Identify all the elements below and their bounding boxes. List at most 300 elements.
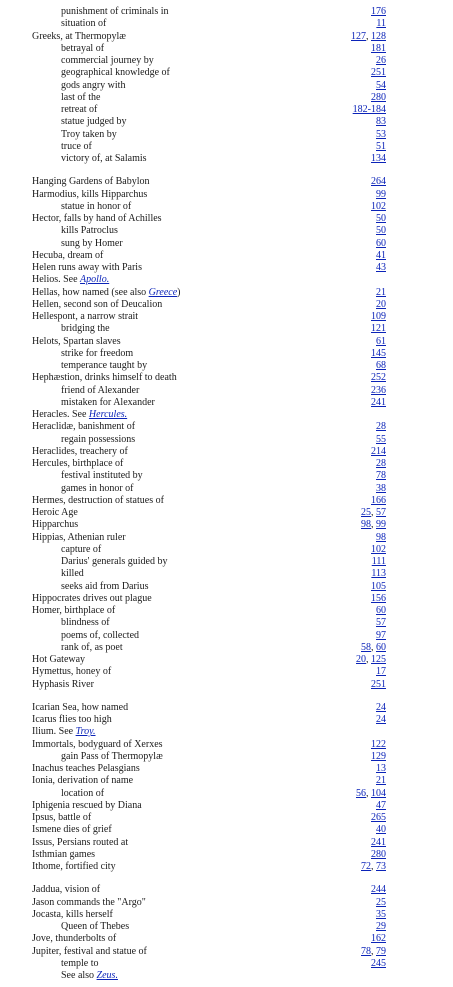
page-link[interactable]: 25 xyxy=(376,896,386,908)
see-reference-link[interactable]: Troy. xyxy=(75,726,96,738)
page-link[interactable]: 111 xyxy=(371,556,386,567)
index-entry xyxy=(0,666,453,678)
index-entry xyxy=(0,225,453,237)
page-references xyxy=(376,532,386,544)
page-link[interactable]: 244 xyxy=(371,884,386,896)
page-references xyxy=(351,31,386,43)
page-link[interactable]: 251 xyxy=(371,67,386,79)
page-separator: , xyxy=(366,30,371,42)
term-text: temple to xyxy=(61,957,99,969)
page-references xyxy=(376,116,386,128)
page-link[interactable]: 28 xyxy=(376,421,386,433)
page-references xyxy=(371,884,386,896)
page-references xyxy=(376,800,386,812)
index-entry xyxy=(0,714,453,726)
index-term xyxy=(32,421,135,433)
index-term xyxy=(32,654,85,666)
page-references xyxy=(371,92,386,104)
index-entry xyxy=(0,67,453,79)
index-subentry-term xyxy=(61,970,118,982)
page-link[interactable]: 265 xyxy=(371,812,386,823)
page-link[interactable]: 78 xyxy=(376,470,386,482)
section-gap xyxy=(0,691,453,702)
page-references xyxy=(376,299,386,311)
index-term xyxy=(32,519,78,531)
page-link[interactable]: 57 xyxy=(376,507,386,518)
page-link[interactable]: 245 xyxy=(371,957,386,969)
page-references xyxy=(371,958,386,970)
page-references xyxy=(371,544,386,556)
page-separator: , xyxy=(366,654,371,665)
index-term xyxy=(32,299,162,311)
page-references xyxy=(371,739,386,751)
page-link[interactable]: 57 xyxy=(376,617,386,629)
index-entry xyxy=(0,897,453,909)
index-term xyxy=(32,532,126,544)
term-text: retreat of xyxy=(61,104,98,115)
index-subentry-term xyxy=(61,6,169,18)
index-entry xyxy=(0,274,453,286)
index-entry xyxy=(0,129,453,141)
term-text: seeks aid from Darius xyxy=(61,580,149,592)
index-entry xyxy=(0,201,453,213)
index-subentry-term xyxy=(61,958,99,970)
page-link[interactable]: 73 xyxy=(376,861,386,872)
page-references xyxy=(371,372,386,384)
page-references xyxy=(376,630,386,642)
index-subentry-term xyxy=(61,581,148,593)
index-term xyxy=(32,739,163,751)
page-link[interactable]: 58 xyxy=(361,641,371,653)
term-text: kills Patroclus xyxy=(61,225,118,237)
page-references xyxy=(356,788,386,800)
page-link[interactable]: 280 xyxy=(371,848,386,860)
page-link[interactable]: 128 xyxy=(371,30,386,42)
index-entry xyxy=(0,434,453,446)
page-link[interactable]: 134 xyxy=(371,153,386,164)
page-link[interactable]: 125 xyxy=(371,654,386,665)
page-link[interactable]: 51 xyxy=(376,140,386,152)
index-term xyxy=(32,250,103,262)
page-references xyxy=(371,67,386,79)
page-references xyxy=(371,751,386,763)
index-entry xyxy=(0,884,453,896)
page-references xyxy=(371,385,386,397)
page-link[interactable]: 60 xyxy=(376,237,386,249)
page-references xyxy=(371,397,386,409)
term-text: Helios. See xyxy=(32,274,81,286)
page-link[interactable]: 104 xyxy=(371,787,386,799)
term-text: festival instituted by xyxy=(61,470,143,482)
index-entry xyxy=(0,519,453,531)
page-link[interactable]: 72 xyxy=(361,861,371,872)
page-link[interactable]: 21 xyxy=(376,775,386,787)
section-gap xyxy=(0,165,453,176)
page-references xyxy=(376,909,386,921)
page-link[interactable]: 26 xyxy=(376,55,386,66)
page-references xyxy=(371,348,386,360)
page-references xyxy=(371,201,386,213)
page-link[interactable]: 13 xyxy=(376,763,386,774)
index-entry xyxy=(0,6,453,18)
page-references xyxy=(376,434,386,446)
page-link[interactable]: 21 xyxy=(376,286,386,298)
page-references xyxy=(376,824,386,836)
term-text: Hot Gateway xyxy=(32,654,86,665)
page-link[interactable]: 251 xyxy=(371,678,386,690)
page-references xyxy=(376,141,386,153)
term-text: killed xyxy=(61,568,84,580)
term-text: Hipparchus xyxy=(32,519,79,531)
page-references xyxy=(376,129,386,141)
index-term xyxy=(32,679,94,691)
index-subentry-term xyxy=(61,921,129,933)
page-separator: , xyxy=(371,519,376,531)
page-references xyxy=(376,702,386,714)
index-subentry-term xyxy=(61,67,170,79)
page-link[interactable]: 166 xyxy=(371,494,386,506)
index-subentry-term xyxy=(61,751,163,763)
page-link[interactable]: 53 xyxy=(376,128,386,140)
page-references xyxy=(372,556,386,568)
page-link[interactable]: 105 xyxy=(371,580,386,592)
section-gap xyxy=(0,873,453,884)
index-term xyxy=(32,861,116,873)
index-entry xyxy=(0,250,453,262)
page-separator: , xyxy=(371,945,376,957)
term-text-suffix: ) xyxy=(177,286,181,298)
index-subentry-term xyxy=(61,43,104,55)
term-text: Heroic Age xyxy=(32,507,78,518)
page-link[interactable]: 17 xyxy=(376,666,386,678)
index-subentry-term xyxy=(61,397,155,409)
index-subentry-term xyxy=(61,141,92,153)
page-references xyxy=(376,225,386,237)
page-link[interactable]: 280 xyxy=(371,91,386,103)
index-entry xyxy=(0,837,453,849)
page-references xyxy=(376,421,386,433)
page-references xyxy=(376,55,386,67)
index-subentry-term xyxy=(61,617,110,629)
page-references xyxy=(371,837,386,849)
term-text: Hephæstion, drinks himself to death xyxy=(32,372,177,384)
index-subentry-term xyxy=(61,630,139,642)
page-link[interactable]: 102 xyxy=(371,543,386,555)
page-references xyxy=(376,250,386,262)
index-entry xyxy=(0,921,453,933)
page-link[interactable]: 56 xyxy=(356,787,366,799)
index-term xyxy=(32,763,140,775)
page-references xyxy=(376,714,386,726)
page-link[interactable]: 97 xyxy=(376,629,386,641)
page-link[interactable]: 99 xyxy=(376,519,386,531)
index-entry xyxy=(0,593,453,605)
index-entry xyxy=(0,446,453,458)
index-entry xyxy=(0,800,453,812)
term-text: Jupiter, festival and statue of xyxy=(32,945,147,957)
term-text: situation of xyxy=(61,18,107,30)
page-link[interactable]: 60 xyxy=(376,605,386,616)
page-link[interactable]: 162 xyxy=(371,933,386,945)
term-text: Hellas, how named (see also xyxy=(32,286,149,298)
index-term xyxy=(32,812,91,824)
page-references xyxy=(371,43,386,55)
index-subentry-term xyxy=(61,470,143,482)
term-text: poems of, collected xyxy=(61,629,140,641)
page-link[interactable]: 29 xyxy=(376,921,386,932)
index-entry xyxy=(0,788,453,800)
page-link[interactable]: 68 xyxy=(376,360,386,371)
index-term xyxy=(32,909,113,921)
page-link[interactable]: 98 xyxy=(361,519,371,531)
index-entry xyxy=(0,726,453,738)
index-entry xyxy=(0,775,453,787)
page-link[interactable]: 127 xyxy=(351,30,366,42)
term-text: commercial journey by xyxy=(61,55,154,66)
index-entry xyxy=(0,630,453,642)
index-subentry-term xyxy=(61,385,139,397)
index-entry xyxy=(0,238,453,250)
page-link[interactable]: 129 xyxy=(371,750,386,762)
index-subentry-term xyxy=(61,544,101,556)
page-references xyxy=(361,946,386,958)
index-entry xyxy=(0,55,453,67)
see-reference-link[interactable]: Zeus. xyxy=(96,970,118,981)
page-references xyxy=(376,470,386,482)
index-term xyxy=(32,287,180,299)
term-text: games in honor of xyxy=(61,482,134,494)
index-entry xyxy=(0,812,453,824)
page-link[interactable]: 20 xyxy=(356,654,366,665)
page-link[interactable]: 55 xyxy=(376,433,386,445)
term-text: Hymettus, honey of xyxy=(32,666,112,678)
term-text: punishment of criminals in xyxy=(61,6,169,17)
index-entry xyxy=(0,532,453,544)
index-entry xyxy=(0,372,453,384)
page-link[interactable]: 24 xyxy=(376,714,386,725)
index-term xyxy=(32,837,128,849)
term-text: Hector, falls by hand of Achilles xyxy=(32,213,162,224)
page-separator: , xyxy=(371,507,376,518)
index-entry xyxy=(0,507,453,519)
index-entry xyxy=(0,311,453,323)
index-entry xyxy=(0,104,453,116)
term-text: regain possessions xyxy=(61,433,136,445)
page-link[interactable]: 145 xyxy=(371,347,386,359)
see-reference-link[interactable]: Hercules. xyxy=(88,409,128,420)
page-link[interactable]: 41 xyxy=(376,249,386,261)
term-text: Queen of Thebes xyxy=(61,921,130,932)
page-link[interactable]: 35 xyxy=(376,908,386,920)
term-text: bridging the xyxy=(61,323,110,335)
index-entry xyxy=(0,299,453,311)
index-entry xyxy=(0,824,453,836)
term-text: gain Pass of Thermopylæ xyxy=(61,750,163,762)
page-link[interactable]: 83 xyxy=(376,116,386,128)
page-link[interactable]: 40 xyxy=(376,824,386,836)
index-subentry-term xyxy=(61,225,118,237)
page-link[interactable]: 102 xyxy=(371,200,386,212)
index-entry xyxy=(0,739,453,751)
index-subentry-term xyxy=(61,568,84,580)
term-text: gods angry with xyxy=(61,79,126,91)
page-references xyxy=(371,849,386,861)
index-term xyxy=(32,714,112,726)
page-link[interactable]: 241 xyxy=(371,396,386,408)
index-subentry-term xyxy=(61,434,135,446)
page-references xyxy=(376,921,386,933)
term-text: Jocasta, kills herself xyxy=(32,908,113,920)
index-entry xyxy=(0,642,453,654)
page-references xyxy=(376,238,386,250)
page-references xyxy=(376,360,386,372)
term-text: Jove, thunderbolts of xyxy=(32,933,117,945)
index-entry xyxy=(0,18,453,30)
index-term xyxy=(32,446,128,458)
index-entry xyxy=(0,348,453,360)
page-link[interactable]: 20 xyxy=(376,298,386,310)
index-subentry-term xyxy=(61,556,168,568)
term-text: Ipsus, battle of xyxy=(32,812,92,823)
page-link[interactable]: 264 xyxy=(371,176,386,188)
page-references xyxy=(376,483,386,495)
page-link[interactable]: 156 xyxy=(371,592,386,604)
term-text: Hippias, Athenian ruler xyxy=(32,531,126,543)
page-link[interactable]: 38 xyxy=(376,482,386,494)
page-link[interactable]: 214 xyxy=(371,445,386,457)
index-entry xyxy=(0,458,453,470)
page-separator: , xyxy=(371,861,376,872)
index-subentry-term xyxy=(61,323,110,335)
term-text: capture of xyxy=(61,543,102,555)
page-references xyxy=(371,679,386,691)
index-entry xyxy=(0,849,453,861)
page-link[interactable]: 79 xyxy=(376,945,386,957)
page-link[interactable]: 28 xyxy=(376,458,386,469)
index-entry xyxy=(0,409,453,421)
index-subentry-term xyxy=(61,238,123,250)
term-text: Helen runs away with Paris xyxy=(32,262,142,273)
index-entry xyxy=(0,861,453,873)
page-link[interactable]: 24 xyxy=(376,701,386,713)
term-text: Hippocrates drives out plague xyxy=(32,592,152,604)
term-text: Immortals, bodyguard of Xerxes xyxy=(32,738,163,750)
term-text: Helots, Spartan slaves xyxy=(32,335,121,347)
page-link[interactable]: 60 xyxy=(376,641,386,653)
index-subentry-term xyxy=(61,201,131,213)
page-link[interactable]: 50 xyxy=(376,213,386,224)
page-references xyxy=(376,666,386,678)
index-term xyxy=(32,897,146,909)
term-text: Troy taken by xyxy=(61,128,117,140)
term-text: Hellen, second son of Deucalion xyxy=(32,298,163,310)
index-term xyxy=(32,262,142,274)
page-link[interactable]: 47 xyxy=(376,799,386,811)
index-term xyxy=(32,336,121,348)
term-text: location of xyxy=(61,787,105,799)
index-subentry-term xyxy=(61,18,106,30)
index-entry xyxy=(0,679,453,691)
page-references xyxy=(371,495,386,507)
term-text: Iphigenia rescued by Diana xyxy=(32,799,142,811)
page-link[interactable]: 236 xyxy=(371,384,386,396)
page-link[interactable]: 50 xyxy=(376,225,386,237)
term-text: Heraclides, treachery of xyxy=(32,445,128,457)
page-link[interactable]: 109 xyxy=(371,311,386,322)
term-text: Inachus teaches Pelasgians xyxy=(32,763,140,774)
term-text: Issus, Persians routed at xyxy=(32,836,129,848)
page-link[interactable]: 11 xyxy=(376,18,386,30)
page-references xyxy=(353,104,386,116)
page-references xyxy=(361,519,386,531)
index-subentry-term xyxy=(61,80,125,92)
term-text: Hercules, birthplace of xyxy=(32,458,124,469)
page-references xyxy=(376,80,386,92)
page-link[interactable]: 122 xyxy=(371,738,386,750)
page-references xyxy=(376,458,386,470)
page-link[interactable]: 54 xyxy=(376,79,386,91)
see-reference-link[interactable]: Greece xyxy=(148,286,178,298)
term-text: Ismene dies of grief xyxy=(32,824,112,836)
term-text: last of the xyxy=(61,91,101,103)
page-link[interactable]: 181 xyxy=(371,42,386,54)
page-link[interactable]: 121 xyxy=(371,323,386,335)
index-entry xyxy=(0,176,453,188)
page-link[interactable]: 98 xyxy=(376,531,386,543)
page-references xyxy=(376,213,386,225)
index-term xyxy=(32,495,164,507)
term-text: Hanging Gardens of Babylon xyxy=(32,176,150,188)
index-entry xyxy=(0,763,453,775)
index-term xyxy=(32,800,142,812)
index-term xyxy=(32,933,116,945)
page-references xyxy=(376,763,386,775)
page-link[interactable]: 176 xyxy=(371,6,386,17)
term-text: blindness of xyxy=(61,617,110,629)
index-term xyxy=(32,726,96,738)
page-link[interactable]: 113 xyxy=(371,568,386,580)
page-link[interactable]: 78 xyxy=(361,945,371,957)
page-references xyxy=(376,897,386,909)
page-references xyxy=(371,812,386,824)
page-link[interactable]: 25 xyxy=(361,507,371,518)
index-entry xyxy=(0,568,453,580)
page-references xyxy=(376,605,386,617)
page-link[interactable]: 182-184 xyxy=(352,104,386,115)
see-reference-link[interactable]: Apollo. xyxy=(80,274,110,286)
term-text: statue judged by xyxy=(61,116,127,128)
page-link[interactable]: 252 xyxy=(371,372,386,384)
index-subentry-term xyxy=(61,360,147,372)
page-references xyxy=(356,654,386,666)
term-text: Jason commands the "Argo" xyxy=(32,896,146,908)
page-link[interactable]: 43 xyxy=(376,262,386,273)
index-entry xyxy=(0,617,453,629)
index-term xyxy=(32,311,138,323)
page-references xyxy=(371,311,386,323)
index-entry xyxy=(0,385,453,397)
page-link[interactable]: 99 xyxy=(376,188,386,200)
page-separator: , xyxy=(366,787,371,799)
page-link[interactable]: 241 xyxy=(371,836,386,848)
page-link[interactable]: 61 xyxy=(376,335,386,347)
term-text: See also xyxy=(61,970,97,981)
term-text: sung by Homer xyxy=(61,237,123,249)
index-entry xyxy=(0,581,453,593)
index-subentry-term xyxy=(61,104,97,116)
page-references xyxy=(371,323,386,335)
page-references xyxy=(371,153,386,165)
